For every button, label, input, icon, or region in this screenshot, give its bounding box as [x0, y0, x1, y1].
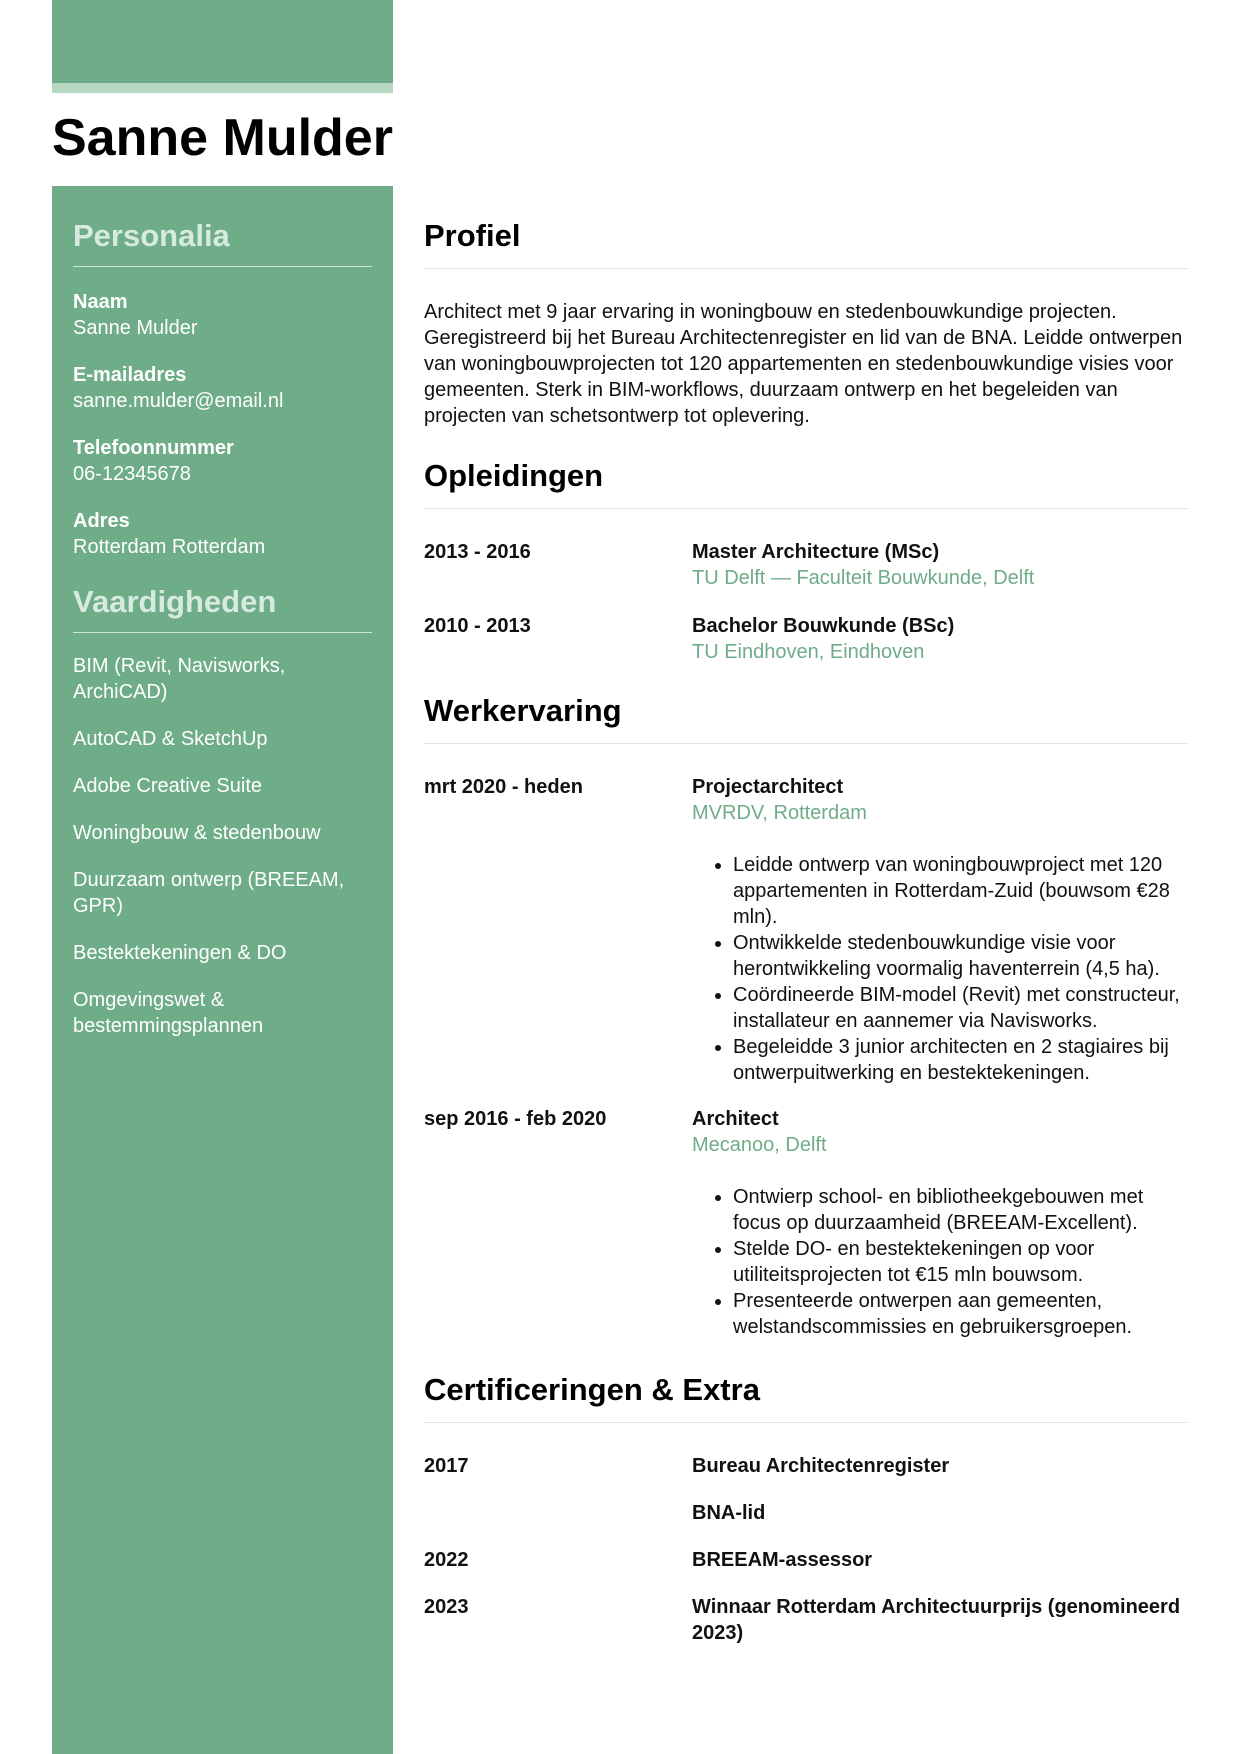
skill-item: Adobe Creative Suite — [73, 775, 263, 797]
experience-entry — [424, 774, 1188, 1086]
certification-entry — [424, 1500, 1188, 1526]
skills-heading: Vaardigheden — [73, 584, 277, 619]
entry-bullets — [692, 1184, 1188, 1340]
education-entry — [424, 613, 1188, 665]
skill-item: Omgevingswet & bestemmingsplannen — [73, 989, 264, 1037]
entry-title: BNA-lid — [692, 1502, 766, 1524]
experience-entry — [424, 1106, 1188, 1340]
personalia-divider — [73, 266, 372, 267]
bullet-item: • Leidde ontwerp van woningbouwproject met 120 appartementen in Rotterdam-Zuid (bouwsom €28 mln). — [733, 852, 1188, 930]
education-heading: Opleidingen — [424, 458, 604, 493]
entry-date — [424, 1500, 692, 1526]
certification-entry — [424, 1547, 1188, 1573]
bullet-item: • Begeleidde 3 junior architecten en 2 stagiaires bij ontwerpuitwerking en bestektekeningen. — [733, 1034, 1188, 1086]
education-entry — [424, 539, 1188, 591]
personalia-label: Adres — [73, 510, 130, 532]
entry-bullets — [692, 852, 1188, 1086]
skill-item: Woningbouw & stedenbouw — [73, 822, 321, 844]
entry-date: 2022 — [424, 1549, 469, 1571]
bullet-item: • Coördineerde BIM-model (Revit) met constructeur, installateur en aannemer via Navisworks. — [733, 982, 1188, 1034]
entry-title: Bureau Architectenregister — [692, 1455, 950, 1477]
personalia-value: sanne.mulder@email.nl — [73, 390, 284, 412]
certifications-divider — [424, 1422, 1188, 1423]
entry-body — [692, 1106, 1188, 1340]
experience-divider — [424, 743, 1188, 744]
header-color-band — [52, 0, 393, 83]
entry-institution: TU Delft — Faculteit Bouwkunde, Delft — [692, 567, 1035, 589]
bullet-item: • Stelde DO- en bestektekeningen op voor utiliteitsprojecten tot €15 mln bouwsom. — [733, 1236, 1188, 1288]
entry-date: mrt 2020 - heden — [424, 776, 583, 798]
profile-heading: Profiel — [424, 218, 521, 253]
entry-date: 2023 — [424, 1596, 469, 1618]
header-accent-strip — [52, 83, 393, 93]
personalia-value: 06-12345678 — [73, 463, 191, 485]
certifications-heading: Certificeringen & Extra — [424, 1372, 760, 1407]
education-section — [424, 456, 1188, 665]
personalia-item-phone — [73, 435, 372, 487]
certification-entry — [424, 1594, 1188, 1646]
experience-section — [424, 691, 1188, 1340]
entry-institution: TU Eindhoven, Eindhoven — [692, 641, 925, 663]
personalia-label: E-mailadres — [73, 364, 187, 386]
certifications-section — [424, 1370, 1188, 1646]
skill-item: AutoCAD & SketchUp — [73, 728, 268, 750]
entry-date: 2010 - 2013 — [424, 615, 531, 637]
personalia-item-email — [73, 362, 372, 414]
entry-date: sep 2016 - feb 2020 — [424, 1108, 607, 1130]
candidate-name: Sanne Mulder — [52, 109, 393, 167]
profile-text: Architect met 9 jaar ervaring in woningbouw en stedenbouwkundige projecten. Geregistreerd bij het Bureau Architectenregister en lid van de BNA. Leidde ontwerpen van woningbouwprojecten tot 120 appartementen en stedenbouwkundige visies voor gemeenten. Sterk in BIM-workflows, duurzaam ontwerp en het begeleiden van projecten van schetsontwerp tot oplevering. — [424, 301, 1183, 427]
education-divider — [424, 508, 1188, 509]
certification-entry — [424, 1453, 1188, 1479]
entry-employer: MVRDV, Rotterdam — [692, 802, 867, 824]
bullet-item: • Ontwikkelde stedenbouwkundige visie voor herontwikkeling voormalig haventerrein (4,5 ha). — [733, 930, 1188, 982]
personalia-value: Sanne Mulder — [73, 317, 198, 339]
entry-employer: Mecanoo, Delft — [692, 1134, 827, 1156]
bullet-item: • Presenteerde ontwerpen aan gemeenten, welstandscommissies en gebruikersgroepen. — [733, 1288, 1188, 1340]
skills-divider — [73, 632, 372, 633]
entry-title: Architect — [692, 1108, 779, 1130]
entry-title: BREEAM-assessor — [692, 1549, 873, 1571]
personalia-label: Telefoonnummer — [73, 437, 234, 459]
experience-heading: Werkervaring — [424, 693, 622, 728]
skill-item: BIM (Revit, Navisworks, ArchiCAD) — [73, 655, 286, 703]
sidebar — [52, 186, 393, 1754]
bullet-item: • Ontwierp school- en bibliotheekgebouwen met focus op duurzaamheid (BREEAM-Excellent). — [733, 1184, 1188, 1236]
skill-item: Bestektekeningen & DO — [73, 942, 287, 964]
personalia-label: Naam — [73, 291, 128, 313]
personalia-item-name — [73, 289, 372, 341]
entry-title: Bachelor Bouwkunde (BSc) — [692, 615, 955, 637]
main-content — [424, 186, 1188, 1646]
entry-body — [692, 613, 1188, 665]
entry-title: Winnaar Rotterdam Architectuurprijs (genomineerd 2023) — [692, 1596, 1181, 1644]
entry-body — [692, 774, 1188, 1086]
personalia-item-address — [73, 508, 372, 560]
profile-divider — [424, 268, 1188, 269]
personalia-heading: Personalia — [73, 218, 230, 253]
sidebar-content — [73, 186, 372, 1039]
entry-title: Projectarchitect — [692, 776, 844, 798]
entry-date: 2013 - 2016 — [424, 541, 531, 563]
entry-body — [692, 539, 1188, 591]
entry-title: Master Architecture (MSc) — [692, 541, 940, 563]
entry-date: 2017 — [424, 1455, 469, 1477]
personalia-value: Rotterdam Rotterdam — [73, 536, 266, 558]
skill-item: Duurzaam ontwerp (BREEAM, GPR) — [73, 869, 345, 917]
profile-section — [424, 186, 1188, 429]
